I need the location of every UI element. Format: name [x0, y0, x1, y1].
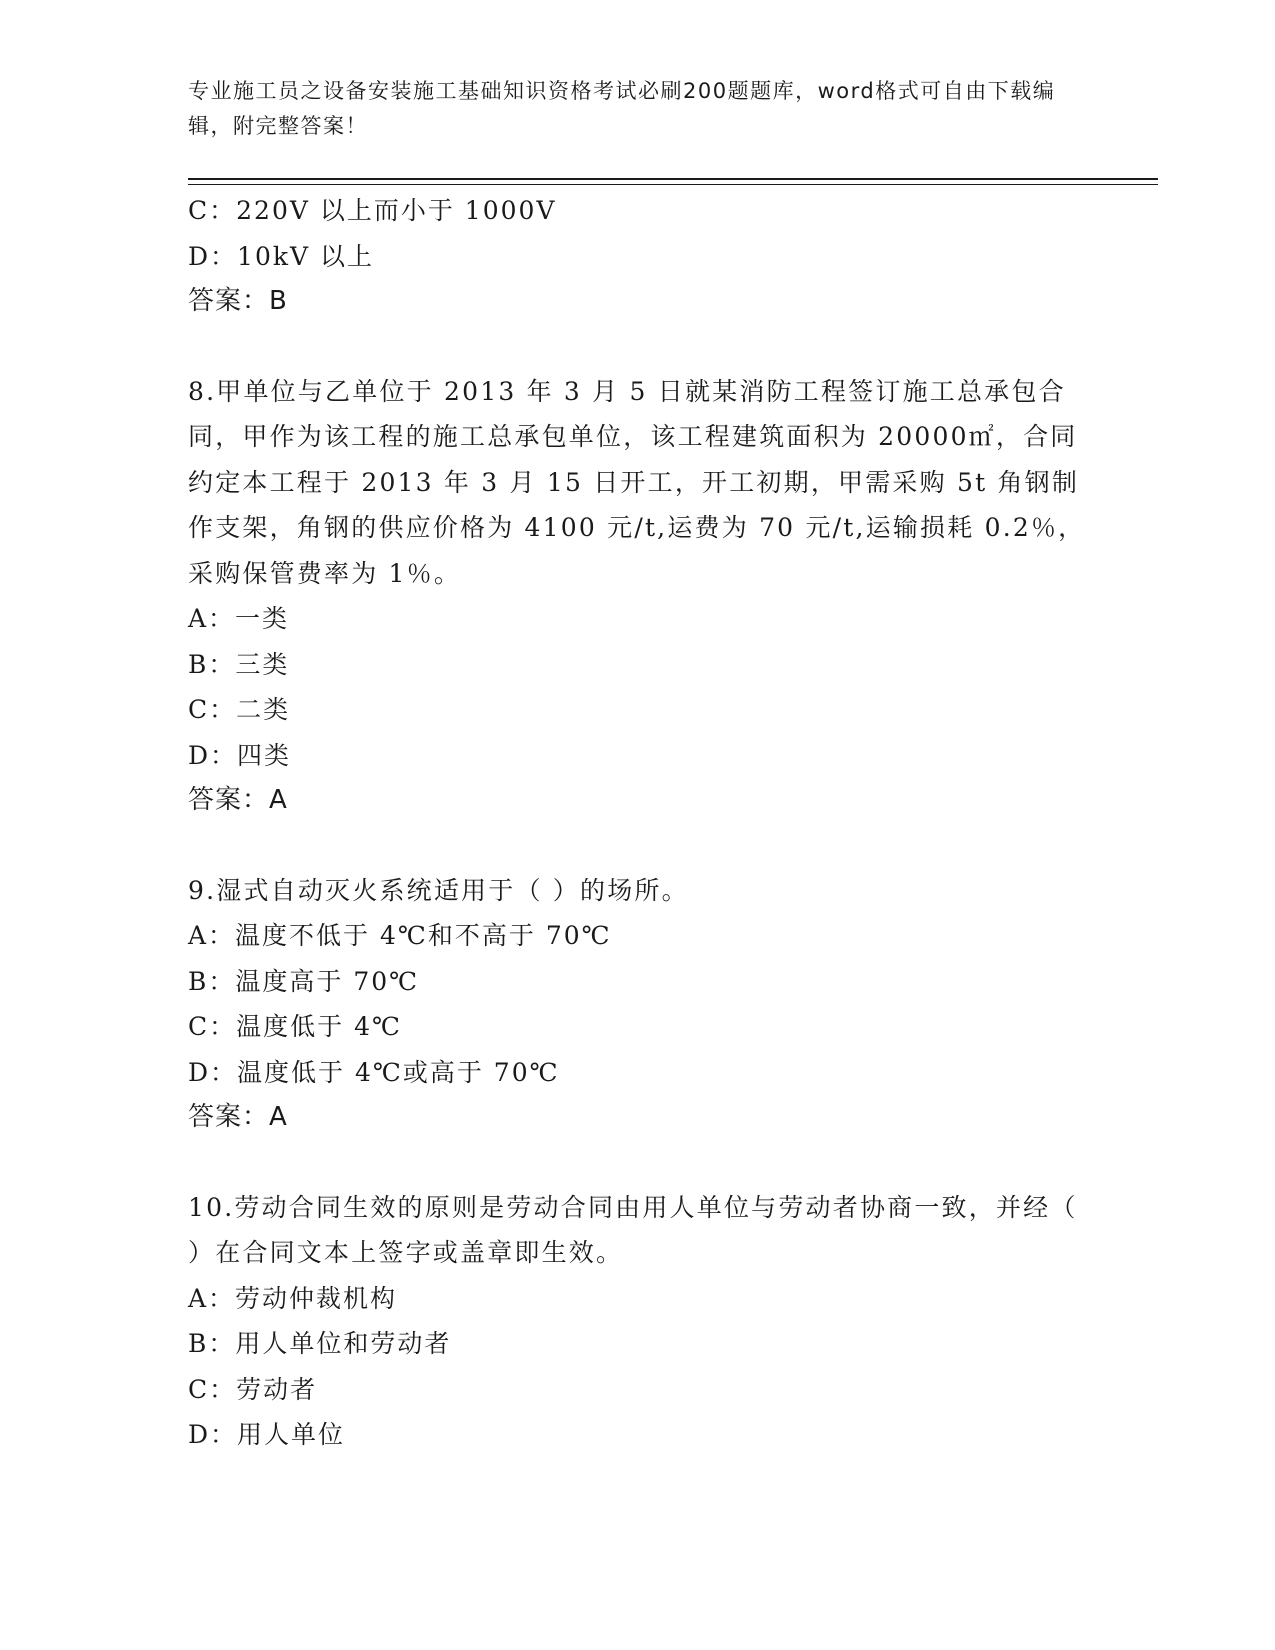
question-text: 9.湿式自动灭火系统适用于（ ）的场所。	[188, 875, 689, 905]
option-b: B：用人单位和劳动者	[188, 1329, 452, 1358]
answer-line: 答案：A	[188, 1102, 288, 1132]
option-b: B：三类	[188, 649, 290, 679]
option-a: A：劳动仲裁机构	[188, 1283, 398, 1313]
option-c: C：劳动者	[188, 1374, 318, 1404]
question-8	[188, 369, 1088, 824]
option-c: C：二类	[188, 695, 291, 724]
option-d: D：四类	[188, 740, 292, 770]
header-divider-thin	[188, 184, 1158, 185]
previous-question-tail	[188, 188, 1088, 325]
option-a: A：一类	[188, 604, 290, 633]
question-9	[188, 868, 1088, 1141]
answer-line: 答案：B	[188, 286, 288, 316]
question-text: 8.甲单位与乙单位于 2013 年 3 月 5 日就某消防工程签订施工总承包合同，甲作为该工程的施工总承包单位，该工程建筑面积为 20000㎡，合同约定本工程于 2013 年 3 月 15 日开工，开工初期，甲需采购 5t 角钢制作支架，角钢的供应价格为 4100 元/t,运费为 70 元/t,运输损耗 0.2％，采购保管费率为 1％。	[188, 376, 1086, 588]
option-d: D：用人单位	[188, 1420, 346, 1449]
question-text: 10.劳动合同生效的原则是劳动合同由用人单位与劳动者协商一致，并经（ ）在合同文本上签字或盖章即生效。	[188, 1192, 1078, 1267]
option-c: C：温度低于 4℃	[188, 1012, 402, 1041]
option-c: C：220V 以上而小于 1000V	[188, 196, 557, 225]
document-header: 专业施工员之设备安装施工基础知识资格考试必刷200题题库，word格式可自由下载编辑，附完整答案！	[188, 79, 1056, 138]
question-content	[188, 188, 1088, 1458]
answer-line: 答案：A	[188, 785, 288, 815]
option-b: B：温度高于 70℃	[188, 966, 420, 996]
option-d: D：10kV 以上	[188, 241, 375, 271]
option-d: D：温度低于 4℃或高于 70℃	[188, 1057, 560, 1087]
question-10	[188, 1185, 1088, 1458]
option-a: A：温度不低于 4℃和不高于 70℃	[188, 921, 612, 950]
header-divider-thick	[188, 178, 1158, 180]
